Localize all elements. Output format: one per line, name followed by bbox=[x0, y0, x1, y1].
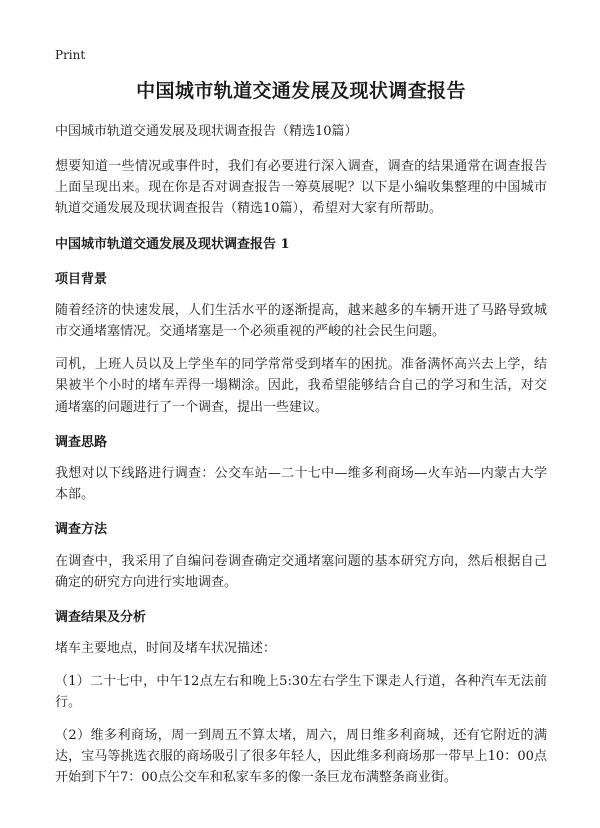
approach-heading: 调查思路 bbox=[55, 434, 108, 450]
method-paragraph: 在调查中，我采用了自编问卷调查确定交通堵塞问题的基本研究方向，然后根据自己确定的研究方向进行实地调查。 bbox=[55, 553, 547, 590]
results-paragraph: 堵车主要地点，时间及堵车状况描述： bbox=[55, 641, 277, 657]
background-paragraph: 司机，上班人员以及上学坐车的同学常常受到堵车的困扰。准备满怀高兴去上学，结果被半个小时的堵车弄得一塌糊涂。因此，我希望能够结合自己的学习和生活，对交通堵塞的问题进行了一个调查，提出一些建议。 bbox=[55, 357, 547, 415]
background-paragraph: 随着经济的快速发展，人们生活水平的逐渐提高，越来越多的车辆开进了马路导致城市交通堵塞情况。交通堵塞是一个必须重视的严峻的社会民生问题。 bbox=[55, 303, 547, 340]
background-heading: 项目背景 bbox=[55, 271, 108, 287]
document-subtitle: 中国城市轨道交通发展及现状调查报告（精选10篇） bbox=[55, 123, 358, 139]
results-paragraph: （1）二十七中，中午12点左右和晚上5:30左右学生下课走人行道，各种汽车无法前行。 bbox=[55, 674, 547, 711]
results-paragraph: （2）维多利商场，周一到周五不算太堵，周六，周日维多利商城，还有它附近的满达，宝马等挑选衣服的商场吸引了很多年轻人，因此维多利商场那一带早上10：00点开始到下午7：00点公交车和私家车多的像一条巨龙布满整条商业街。 bbox=[55, 728, 547, 786]
approach-paragraph: 我想对以下线路进行调查：公交车站—二十七中—维多利商场—火车站—内蒙古大学本部。 bbox=[55, 466, 547, 503]
intro-paragraph: 想要知道一些情况或事件时，我们有必要进行深入调查，调查的结果通常在调查报告上面呈现出来。现在你是否对调查报告一筹莫展呢？以下是小编收集整理的中国城市轨道交通发展及现状调查报告（精选10篇），希望对大家有所帮助。 bbox=[55, 159, 547, 217]
print-link[interactable]: Print bbox=[55, 48, 86, 62]
report-1-heading: 中国城市轨道交通发展及现状调查报告 1 bbox=[55, 237, 290, 253]
results-heading: 调查结果及分析 bbox=[55, 609, 147, 625]
method-heading: 调查方法 bbox=[55, 522, 108, 538]
page-title: 中国城市轨道交通发展及现状调查报告 bbox=[136, 80, 466, 102]
